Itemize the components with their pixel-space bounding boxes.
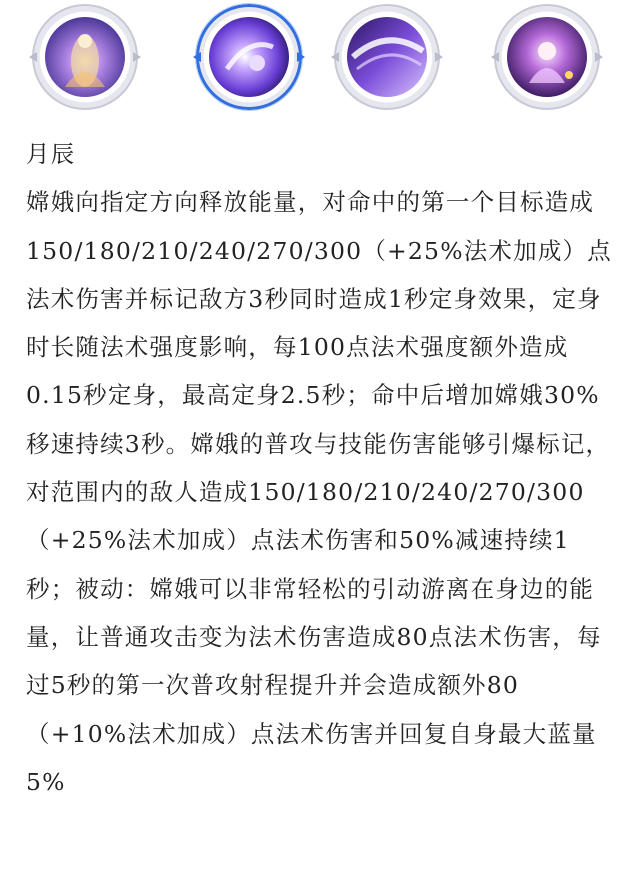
skill-title: 月辰 — [26, 140, 76, 168]
slot-arrow-left-icon — [193, 52, 201, 62]
slot-arrow-right-icon — [595, 52, 603, 62]
slot-arrow-left-icon — [331, 52, 339, 62]
skill-slot-2[interactable] — [196, 4, 302, 110]
chang-e-ultimate-icon — [507, 17, 587, 97]
chang-e-portrait-icon — [45, 17, 125, 97]
skill-description: 嫦娥向指定方向释放能量，对命中的第一个目标造成150/180/210/240/270/300（+25%法术加成）点法术伤害并标记敌方3秒同时造成1秒定身效果，定身时长随法术强度影响，每100点法术强度额外造成0.15秒定身，最高定身2.5秒；命中后增加嫦娥30%移速持续3秒。嫦娥的普攻与技能伤害能够引爆标记，对范围内的敌人造成150/180/210/240/270/300（+25%法术加成）点法术伤害和50%减速持续1秒；被动：嫦娥可以非常轻松的引动游离在身边的能量，让普通攻击变为法术伤害造成80点法术伤害，每过5秒的第一次普攻射程提升并会造成额外80（+10%法术加成）点法术伤害并回复自身最大蓝量5% — [26, 188, 612, 796]
energy-swirl-icon — [347, 17, 427, 97]
slot-arrow-right-icon — [435, 52, 443, 62]
skill-slot-3[interactable] — [334, 4, 440, 110]
skill-slot-4[interactable] — [494, 4, 600, 110]
skill-text-block — [26, 130, 616, 806]
moon-energy-icon — [209, 17, 289, 97]
slot-arrow-left-icon — [491, 52, 499, 62]
slot-arrow-left-icon — [29, 52, 37, 62]
skill-slot-1[interactable] — [32, 4, 138, 110]
slot-arrow-right-icon — [297, 52, 305, 62]
slot-arrow-right-icon — [133, 52, 141, 62]
skill-icon-bar — [0, 0, 640, 120]
